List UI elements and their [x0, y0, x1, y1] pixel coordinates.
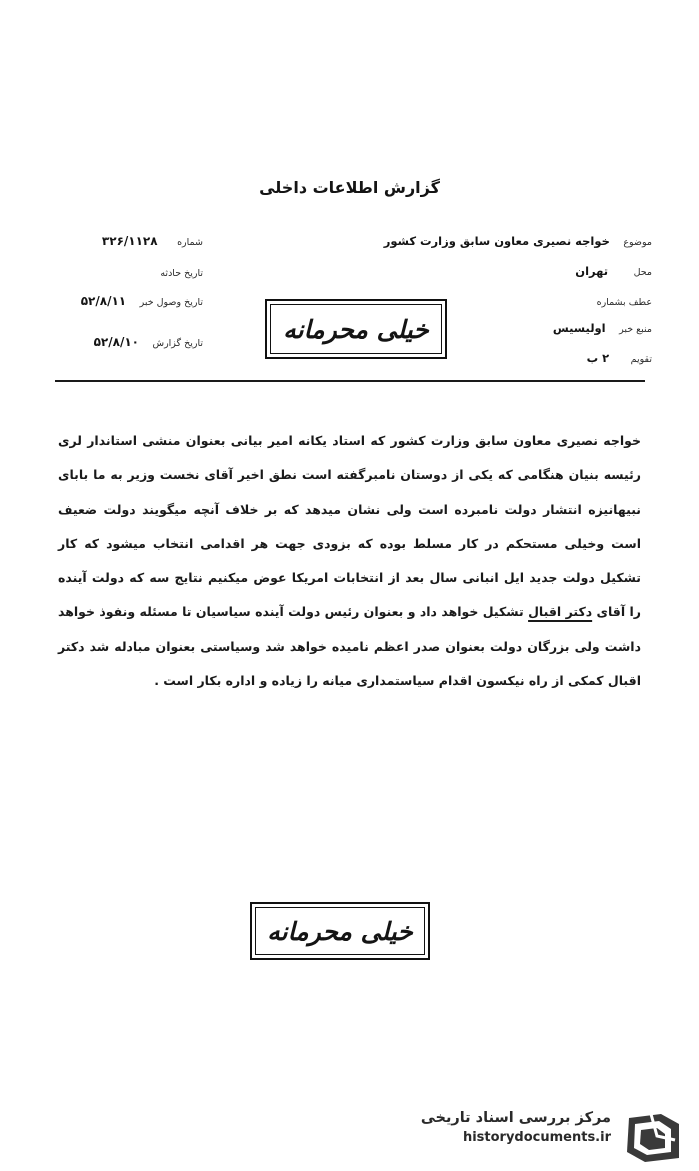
report-body-text-1: خواجه نصیری معاون سابق وزارت کشور که استاد یکانه امیر بیانی بعنوان منشی استاندار لری رئیسه بنیان هنگامی که یکی از دوستان نامبرگفته است نطق اخیر آقای نخست وزیر به ما بابای نبیهانیزه انتشار دولت نامبرده است ولی نشان میدهد که بر خلاف آنچه میگویند دولت ضعیف است وخیلی مستحکم در کار مسلط بوده که بزودی جهت هر اقدامی انتخاب میشود که کار تشکیل دولت جدید ایل انبانی سال بعد از انتخابات امریکا عوض میکنیم نتایج سه که دولت آینده را آقای: [58, 433, 641, 620]
number-value: ۳۲۶/۱۱۲۸: [101, 234, 158, 248]
location-value: تهران: [575, 264, 609, 278]
watermark-text: [421, 1110, 611, 1145]
source-label: منبع خبر: [619, 324, 652, 335]
source-field: [553, 321, 652, 335]
report-body-text-2: تشکیل خواهد داد و بعنوان رئیس دولت آینده سیاسیان تا مسئله ونفوذ خواهد داشت ولی بزرگان دولت بعنوان صدر اعظم نامیده خواهد شد وسیاستی بعنوان مبادله شد دکتر اقبال کمکی از راه نیکسون اقدام سیاستمداری میانه را زیاده و اداره بکار است .: [58, 604, 641, 689]
classification-stamp-top-text: خیلی محرمانه: [283, 314, 429, 344]
classification-stamp-bottom: [250, 902, 430, 960]
received-date-value: ۵۲/۸/۱۱: [80, 294, 127, 308]
evaluation-value: ۲ ب: [586, 351, 610, 365]
classification-stamp-bottom-text: خیلی محرمانه: [267, 916, 413, 946]
document-title: گزارش اطلاعات داخلی: [259, 178, 440, 197]
evaluation-field: [587, 351, 652, 365]
location-label: محل: [633, 267, 652, 278]
reference-label: عطف بشماره: [596, 297, 652, 308]
report-date-value: ۵۲/۸/۱۰: [93, 335, 139, 349]
location-field: [575, 264, 652, 278]
evaluation-label: تقویم: [630, 354, 652, 365]
report-body: [58, 424, 641, 698]
archive-name: مرکز بررسی اسناد تاریخی: [420, 1110, 611, 1126]
event-date-field: [160, 266, 203, 279]
event-date-label: تاریخ حادثه: [160, 268, 203, 279]
received-date-field: [81, 294, 203, 308]
archive-website: historydocuments.ir: [462, 1130, 611, 1145]
received-date-label: تاریخ وصول خبر: [139, 297, 203, 308]
subject-field: [384, 234, 652, 248]
report-date-field: [94, 335, 203, 349]
archive-watermark: [420, 1110, 687, 1166]
classification-stamp-top: [265, 299, 447, 359]
archive-emblem-icon: [621, 1110, 683, 1164]
header-divider: [55, 380, 645, 382]
subject-label: موضوع: [623, 237, 652, 248]
subject-value: خواجه نصیری معاون سابق وزارت کشور: [383, 234, 610, 248]
underlined-name: دکتر اقبال: [528, 604, 593, 620]
reference-field: [597, 295, 652, 308]
number-label: شماره: [177, 237, 203, 248]
source-value: اولیسیس: [552, 321, 606, 335]
report-date-label: تاریخ گزارش: [152, 338, 203, 349]
number-field: [102, 234, 203, 248]
